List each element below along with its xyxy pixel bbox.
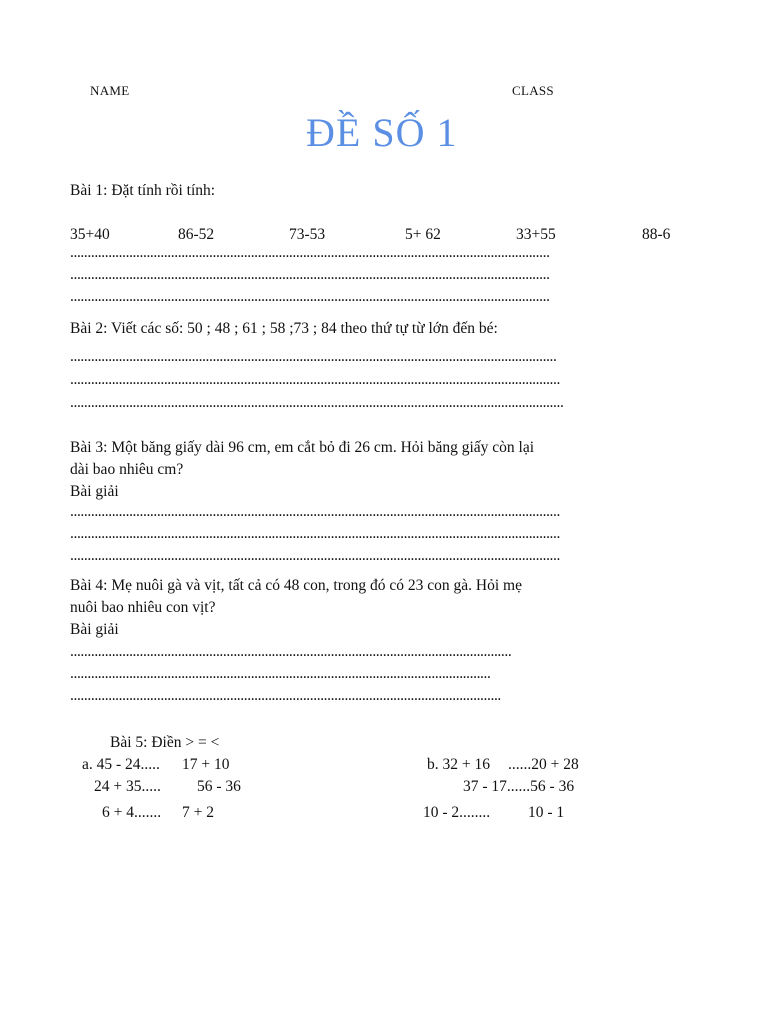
answer-dot-line: ......................................................................................................................... [70,666,491,682]
comparison-expression: 10 - 2........ [423,804,491,821]
answer-dot-line: ............................................................................................................................ [70,688,501,704]
comparison-expression: ......20 + 28 [508,756,579,773]
bai1-problem: 86-52 [178,226,215,243]
bai1-prompt: Bài 1: Đặt tính rồi tính: [70,182,216,199]
bai4-solution-label: Bài giải [70,621,119,638]
bai1-problem: 5+ 62 [405,226,441,243]
answer-dot-line: .......................................................................................................................................... [70,267,550,283]
comparison-expression: b. 32 + 16 [427,756,490,773]
comparison-expression: 17 + 10 [182,756,230,773]
answer-dot-line: ............................................................................................................................................ [70,349,557,365]
answer-dot-line: ............................................................................................................................................. [70,548,560,564]
bai3-prompt-line2: dài bao nhiêu cm? [70,461,184,478]
comparison-expression: 24 + 35..... [94,778,161,795]
answer-dot-line: .............................................................................................................................................. [70,395,564,411]
bai1-problem: 73-53 [289,226,326,243]
answer-dot-line: ............................................................................................................................... [70,644,512,660]
bai3-solution-label: Bài giải [70,483,119,500]
comparison-expression: 56 - 36 [197,778,241,795]
answer-dot-line: .......................................................................................................................................... [70,245,550,261]
comparison-expression: a. 45 - 24..... [82,756,160,773]
bai4-prompt-line2: nuôi bao nhiêu con vịt? [70,599,216,616]
bai1-problem: 35+40 [70,226,110,243]
bai1-problem: 33+55 [516,226,556,243]
comparison-expression: 10 - 1 [528,804,565,821]
bai4-prompt-line1: Bài 4: Mẹ nuôi gà và vịt, tất cả có 48 con, trong đó có 23 con gà. Hỏi mẹ [70,577,522,594]
comparison-expression: 6 + 4....... [102,804,162,821]
answer-dot-line: .......................................................................................................................................... [70,289,550,305]
answer-dot-line: ............................................................................................................................................. [70,526,560,542]
bai1-problem: 88-6 [642,226,671,243]
class-label: CLASS [512,83,554,98]
comparison-expression: 7 + 2 [182,804,214,821]
answer-dot-line: ............................................................................................................................................. [70,372,560,388]
bai5-prompt: Bài 5: Điền > = < [110,734,220,751]
comparison-expression: 37 - 17......56 - 36 [463,778,575,795]
answer-dot-line: ............................................................................................................................................. [70,504,560,520]
bai3-prompt-line1: Bài 3: Một băng giấy dài 96 cm, em cắt bỏ đi 26 cm. Hỏi băng giấy còn lại [70,439,535,456]
page-title: ĐỀ SỐ 1 [306,110,458,155]
bai2-prompt: Bài 2: Viết các số: 50 ; 48 ; 61 ; 58 ;73 ; 84 theo thứ tự từ lớn đến bé: [70,320,498,337]
name-label: NAME [90,83,130,98]
